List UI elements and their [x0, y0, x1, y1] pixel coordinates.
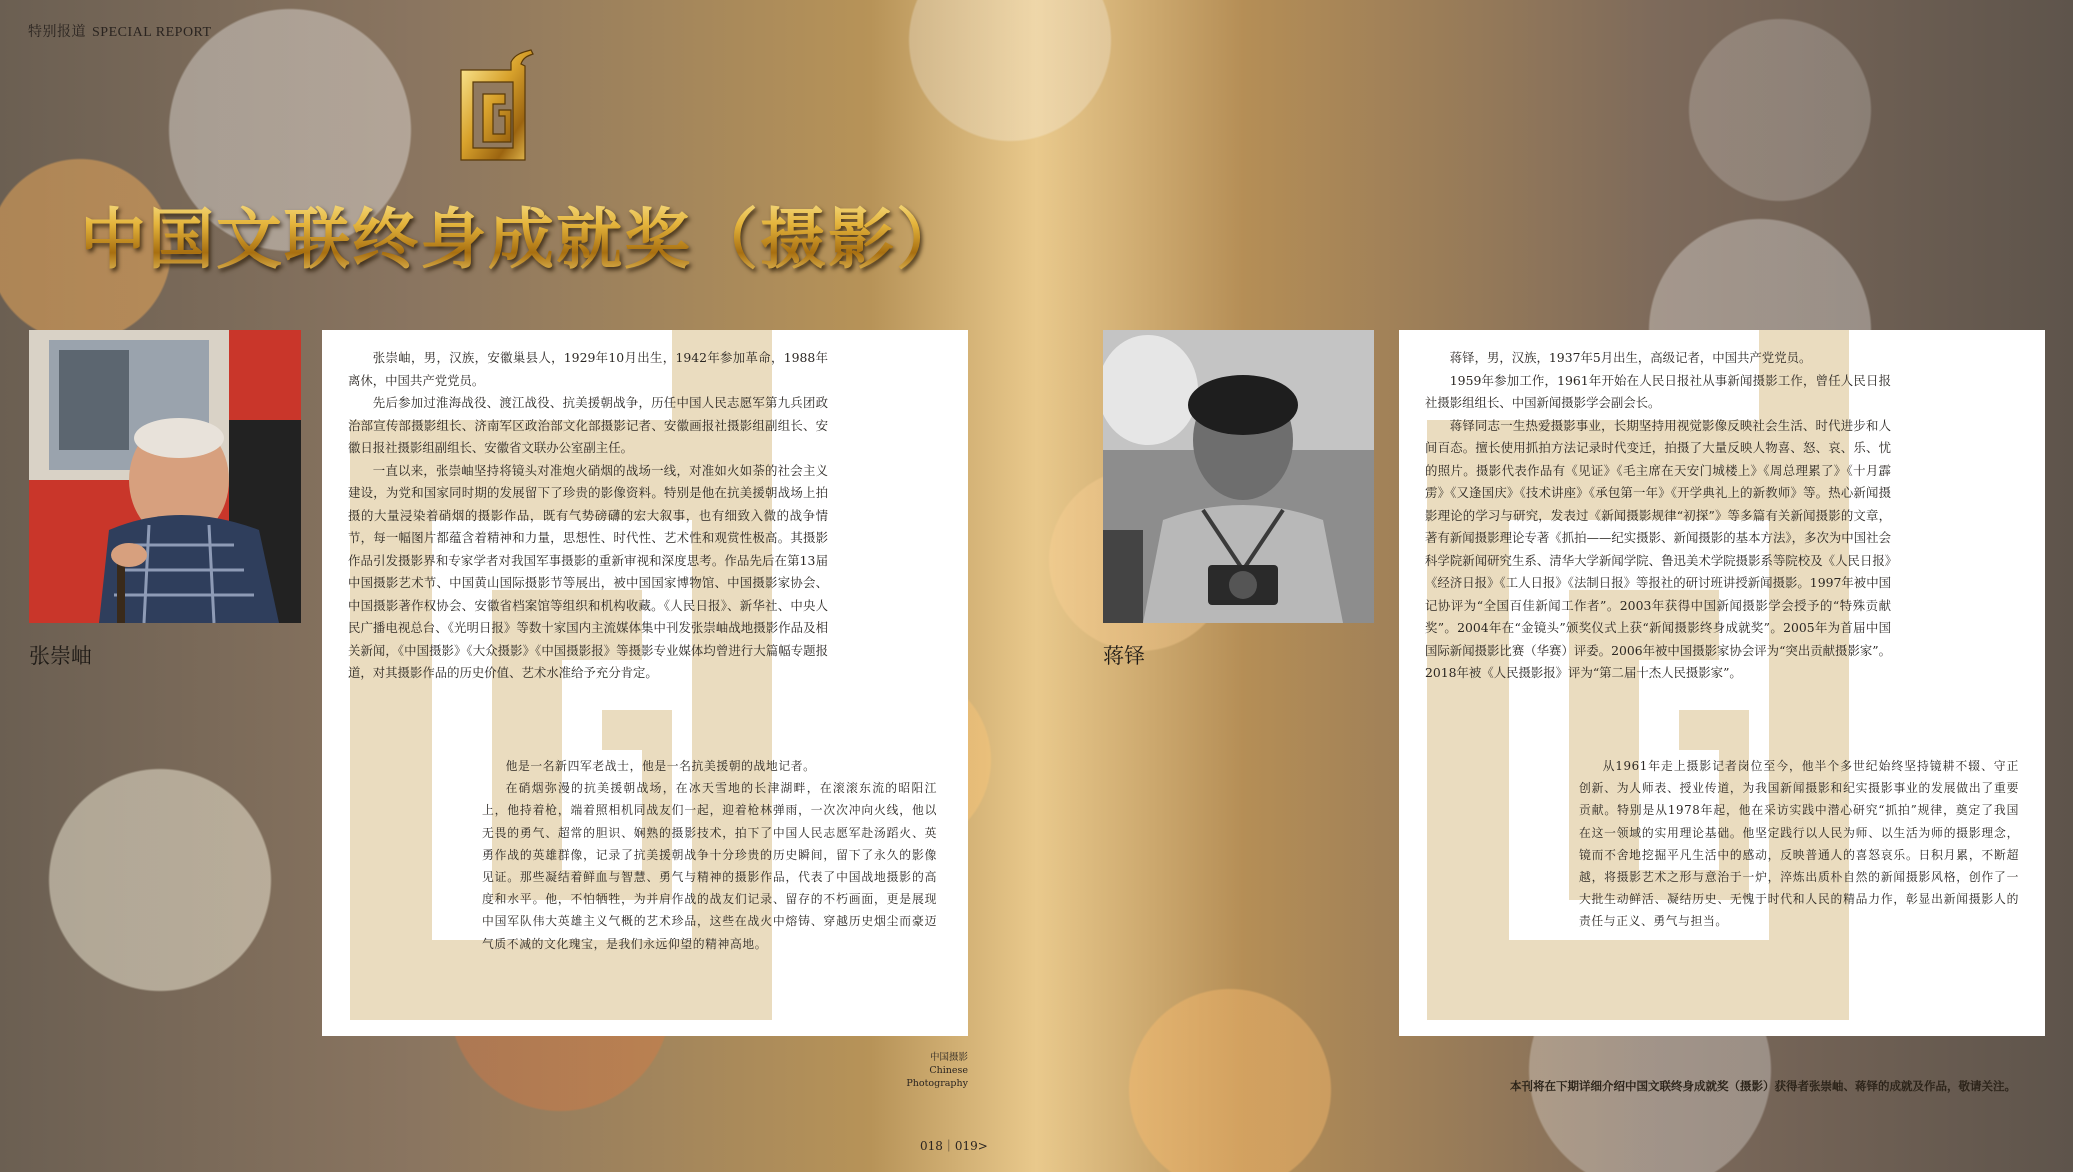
bio-paragraph: 1959年参加工作，1961年开始在人民日报社从事新闻摄影工作，曾任人民日报社摄影组组长、中国新闻摄影学会副会长。	[1425, 372, 1891, 410]
page-numbers: 018｜019>	[920, 1139, 988, 1153]
person-name-1: 张崇岫	[29, 644, 92, 668]
section-header	[28, 21, 212, 41]
section-label-en: SPECIAL REPORT	[92, 25, 212, 40]
article-panel-1	[322, 330, 968, 1036]
bio-paragraph: 张崇岫，男，汉族，安徽巢县人，1929年10月出生，1942年参加革命，1988年离休，中国共产党党员。	[348, 350, 828, 388]
portrait-photo-2	[1103, 330, 1374, 623]
bio-paragraph: 蒋铎同志一生热爱摄影事业，长期坚持用视觉影像反映社会生活、时代进步和人间百态。擅长使用抓拍方法记录时代变迁，拍摄了大量反映人物喜、怒、哀、乐、忧的照片。摄影代表作品有《见证》《毛主席在天安门城楼上》《周总理累了》《十月霹雳》《又逢国庆》《技术讲座》《承包第一年》《开学典礼上的新教师》等。热心新闻摄影理论的学习与研究，发表过《新闻摄影规律“初探”》等多篇有关新闻摄影的文章，著有新闻摄影理论专著《抓拍——纪实摄影、新闻摄影的基本方法》，多次为中国社会科学院新闻研究生系、清华大学新闻学院、鲁迅美术学院摄影系等院校及《人民日报》《经济日报》《工人日报》《法制日报》等报社的研讨班讲授新闻摄影。1997年被中国记协评为“全国百佳新闻工作者”。2003年获得中国新闻摄影学会授予的“特殊贡献奖”。2004年在“金镜头”颁奖仪式上获“新闻摄影终身成就奖”。2005年为首届中国国际新闻摄影比赛（华赛）评委。2006年被中国摄影家协会评为“突出贡献摄影家”。2018年被《人民摄影报》评为“第二届十杰人民摄影家”。	[1425, 417, 1891, 680]
bio-paragraph: 先后参加过淮海战役、渡江战役、抗美援朝战争，历任中国人民志愿军第九兵团政治部宣传部摄影组长、济南军区政治部文化部摄影记者、安徽画报社摄影组副组长、安徽日报社摄影组副组长、安徽省文联办公室副主任。	[348, 395, 828, 455]
portrait-photo-1	[29, 330, 301, 623]
bio-text-2	[1425, 347, 1891, 685]
magazine-name-en: Photography	[906, 1078, 968, 1089]
page-title: 中国文联终身成就奖（摄影）	[80, 186, 964, 281]
article-panel-2	[1399, 330, 2045, 1036]
bio-paragraph: 一直以来，张崇岫坚持将镜头对准炮火硝烟的战场一线，对准如火如荼的社会主义建设，为党和国家同时期的发展留下了珍贵的影像资料。特别是他在抗美援朝战场上拍摄的大量浸染着硝烟的摄影作品，既有气势磅礴的宏大叙事，也有细致入微的战争情节，每一幅图片都蕴含着精神和力量，思想性、时代性、艺术性和观赏性极高。其摄影作品引发摄影界和专家学者对我国军事摄影的重新审视和深度思考。作品先后在第13届中国摄影艺术节、中国黄山国际摄影节等展出，被中国国家博物馆、中国摄影家协会、中国摄影著作权协会、安徽省档案馆等组织和机构收藏。《人民日报》、新华社、中央人民广播电视总台、《光明日报》等数十家国内主流媒体集中刊发张崇岫战地摄影作品及相关新闻，《中国摄影》《大众摄影》《中国摄影报》等摄影专业媒体均曾进行大篇幅专题报道，对其摄影作品的历史价值、艺术水准给予充分肯定。	[348, 462, 828, 680]
magazine-name-cn: 中国摄影	[929, 1052, 968, 1063]
citation-text-1	[482, 755, 937, 955]
citation-text-2	[1579, 755, 2019, 933]
magazine-credit	[906, 1051, 968, 1090]
gold-logo-icon	[455, 48, 539, 174]
person-name-2: 蒋铎	[1103, 644, 1145, 668]
magazine-name-en: Chinese	[929, 1065, 968, 1076]
next-issue-notice: 本刊将在下期详细介绍中国文联终身成就奖（摄影）获得者张崇岫、蒋铎的成就及作品，敬请关注。	[1510, 1079, 2016, 1093]
citation-paragraph: 他是一名新四军老战士，他是一名抗美援朝的战地记者。	[505, 759, 816, 773]
citation-paragraph: 在硝烟弥漫的抗美援朝战场，在冰天雪地的长津湖畔，在滚滚东流的昭阳江上，他持着枪，端着照相机同战友们一起，迎着枪林弹雨，一次次冲向火线，他以无畏的勇气、超常的胆识、娴熟的摄影技术，拍下了中国人民志愿军赴汤蹈火、英勇作战的英雄群像，记录了抗美援朝战争十分珍贵的历史瞬间，留下了永久的影像见证。那些凝结着鲜血与智慧、勇气与精神的摄影作品，代表了中国战地摄影的高度和水平。他，不怕牺牲，为并肩作战的战友们记录、留存的不朽画面，更是展现中国军队伟大英雄主义气概的艺术珍品，这些在战火中熔铸、穿越历史烟尘而豪迈气质不减的文化瑰宝，是我们永远仰望的精神高地。	[482, 781, 937, 951]
bio-paragraph: 蒋铎，男，汉族，1937年5月出生，高级记者，中国共产党党员。	[1449, 350, 1812, 365]
section-label-cn: 特别报道	[28, 25, 86, 40]
bio-text-1	[348, 347, 828, 685]
citation-paragraph: 从1961年走上摄影记者岗位至今，他半个多世纪始终坚持镜耕不辍、守正创新、为人师表、授业传道，为我国新闻摄影和纪实摄影事业的发展做出了重要贡献。特别是从1978年起，他在采访实践中潜心研究“抓拍”规律，奠定了我国在这一领域的实用理论基础。他坚定践行以人民为师、以生活为师的摄影理念，镜而不舍地挖掘平凡生活中的感动，反映普通人的喜怒哀乐。日积月累，不断超越，将摄影艺术之形与意治于一炉，淬炼出质朴自然的新闻摄影风格，创作了一大批生动鲜活、凝结历史、无愧于时代和人民的精品力作，彰显出新闻摄影人的责任与正义、勇气与担当。	[1579, 759, 2019, 929]
